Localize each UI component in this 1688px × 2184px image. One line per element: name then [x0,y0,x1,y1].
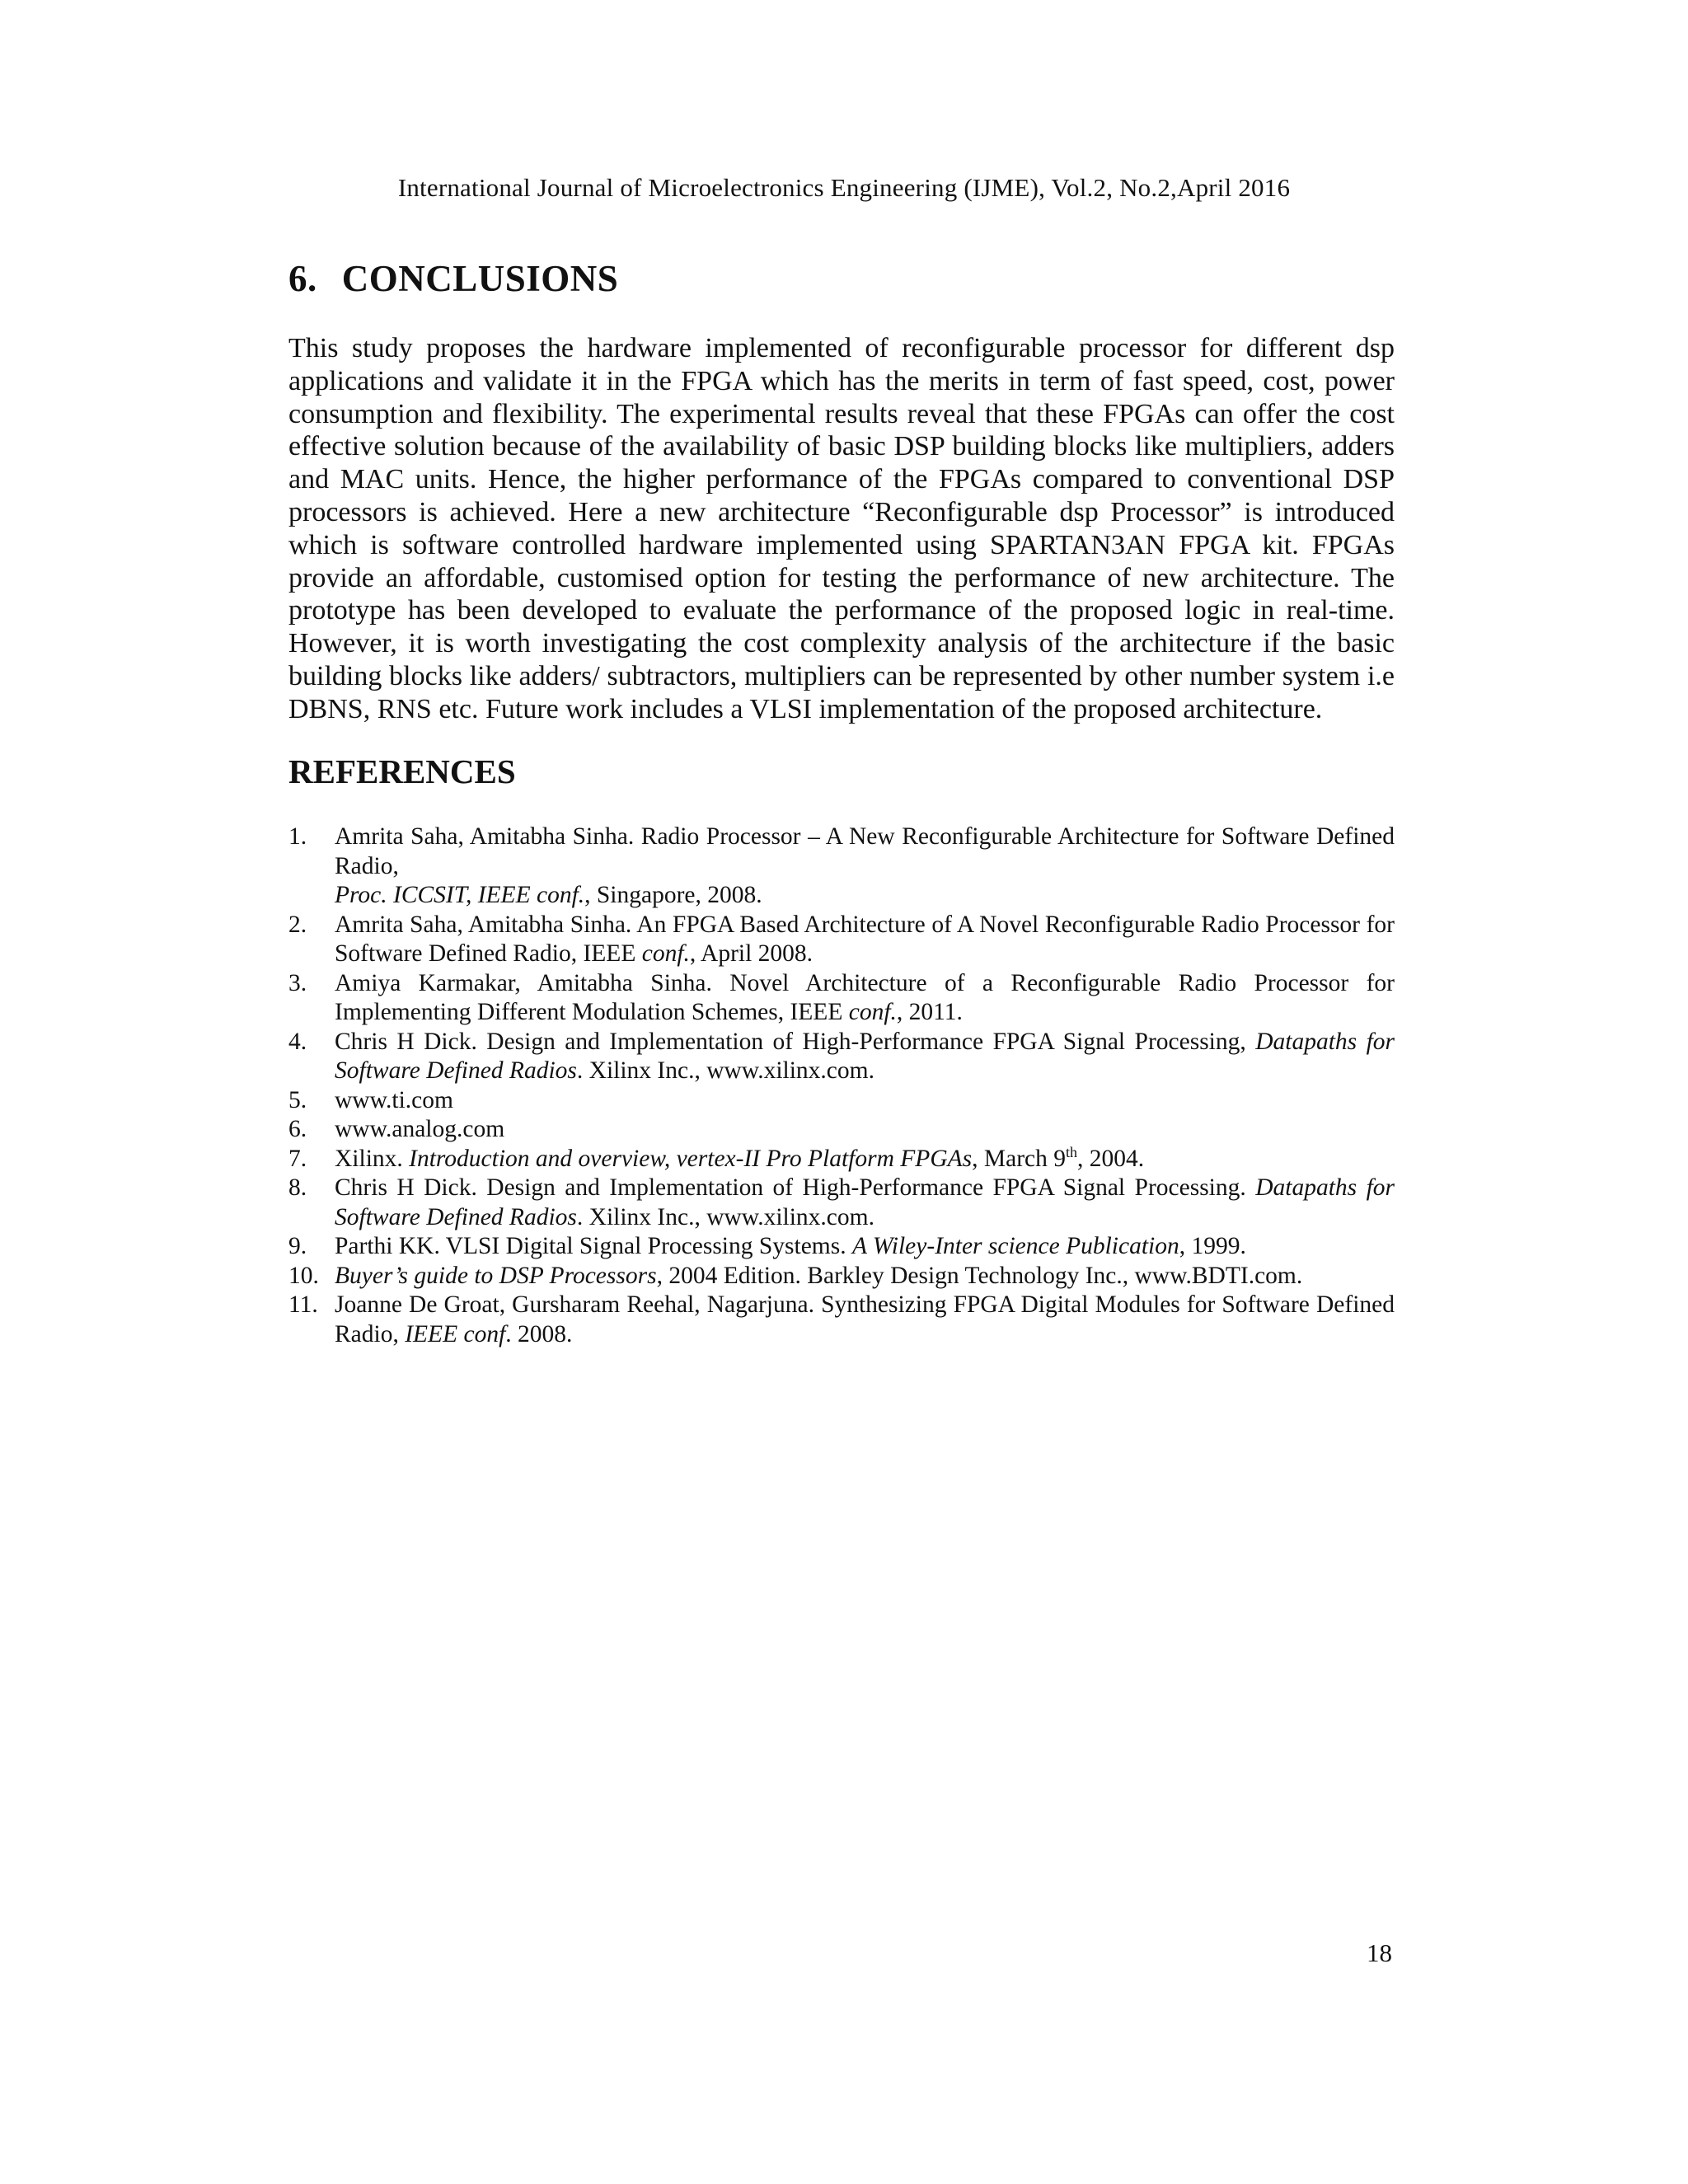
ordinal-superscript: th [1066,1143,1078,1160]
reference-number: 7. [288,1145,307,1172]
reference-text: , 2004 Edition. Barkley Design Technology Inc., www.BDTI.com. [656,1262,1303,1289]
reference-item [288,969,1395,1028]
reference-url: www.analog.com [335,1116,505,1142]
reference-item [288,1232,1395,1262]
reference-item [288,1291,1395,1349]
reference-number: 11. [288,1291,318,1318]
reference-item [288,1145,1395,1174]
reference-item [288,1086,1395,1116]
reference-text: . Xilinx Inc., www.xilinx.com. [576,1057,874,1084]
reference-text: , 1999. [1179,1233,1246,1259]
page-number: 18 [1367,1938,1392,1967]
reference-text: Joanne De Groat, Gursharam Reehal, Nagarjuna. Synthesizing FPGA Digital Modules for Software Defined Radio, [335,1291,1395,1347]
reference-number: 10. [288,1262,319,1289]
reference-venue: Proc. ICCSIT, IEEE conf. [335,882,585,908]
reference-number: 2. [288,911,307,938]
reference-venue: Buyer’s guide to DSP Processors [335,1262,657,1289]
reference-venue: conf. [641,940,690,967]
running-header: International Journal of Microelectronics Engineering (IJME), Vol.2, No.2,April 2016 [397,173,1291,202]
reference-item [288,911,1395,969]
reference-text: Xilinx. [335,1145,410,1172]
reference-item [288,823,1395,911]
reference-venue: Datapaths for Software Defined Radios [335,1174,1395,1230]
references-heading: REFERENCES [288,752,516,790]
reference-number: 5. [288,1086,307,1113]
reference-url: www.ti.com [335,1086,453,1113]
reference-venue: conf. [848,999,897,1025]
reference-text: , March 9 [972,1145,1066,1172]
reference-venue: Introduction and overview, vertex-II Pro Platform FPGAs [409,1145,973,1172]
reference-text: Amrita Saha, Amitabha Sinha. An FPGA Based Architecture of A Novel Reconfigurable Radio Processor for Software Defined Radio, IEEE [335,911,1395,967]
reference-number: 4. [288,1028,307,1055]
reference-text: Parthi KK. VLSI Digital Signal Processing Systems. [335,1233,852,1259]
section-number: 6. [288,258,317,299]
reference-item [288,1028,1395,1086]
reference-text: . Xilinx Inc., www.xilinx.com. [576,1203,874,1230]
section-title: CONCLUSIONS [341,258,619,299]
reference-number: 1. [288,823,307,850]
reference-text: , 2004. [1077,1145,1145,1172]
reference-venue: Datapaths for Software Defined Radios [335,1028,1395,1084]
conclusions-paragraph: This study proposes the hardware implemented of reconfigurable processor for different dsp applications and validate it in the FPGA which has the merits in term of fast speed, cost, power consumption and flexibility. The experimental results reveal that these FPGAs can offer the cost effective solution because of the availability of basic DSP building blocks like multipliers, adders and MAC units. Hence, the higher performance of the FPGAs compared to conventional DSP processors is achieved. Here a new architecture “Reconfigurable dsp Processor” is introduced which is software controlled hardware implemented using SPARTAN3AN FPGA kit. FPGAs provide an affordable, customised option for testing the performance of new architecture. The prototype has been developed to evaluate the performance of the proposed logic in real-time. However, it is worth investigating the cost complexity analysis of the architecture if the basic building blocks like adders/ subtractors, multipliers can be represented by other number system i.e DBNS, RNS etc. Future work includes a VLSI implementation of the proposed architecture. [288,333,1395,724]
reference-text: , 2011. [896,999,963,1025]
reference-number: 6. [288,1116,307,1142]
reference-number: 9. [288,1233,307,1259]
reference-text: , Singapore, 2008. [584,882,762,908]
reference-text: . 2008. [505,1320,573,1347]
reference-list [288,823,1395,1349]
reference-item [288,1262,1395,1291]
reference-text: Amiya Karmakar, Amitabha Sinha. Novel Architecture of a Reconfigurable Radio Processor for Implementing Different Modulation Schemes, IEEE [335,969,1395,1025]
reference-venue: A Wiley-Inter science Publication [851,1233,1179,1259]
reference-number: 3. [288,969,307,996]
reference-text: Chris H Dick. Design and Implementation of High-Performance FPGA Signal Processing, [335,1028,1256,1055]
reference-item [288,1115,1395,1145]
reference-text: , April 2008. [689,940,814,967]
reference-number: 8. [288,1174,307,1201]
reference-item [288,1174,1395,1232]
reference-text: Chris H Dick. Design and Implementation of High-Performance FPGA Signal Processing. [335,1174,1256,1201]
section-heading-conclusions [288,257,618,300]
reference-venue: IEEE conf [405,1320,506,1347]
reference-text: Amrita Saha, Amitabha Sinha. Radio Processor – A New Reconfigurable Architecture for Software Defined Radio, [335,823,1395,879]
